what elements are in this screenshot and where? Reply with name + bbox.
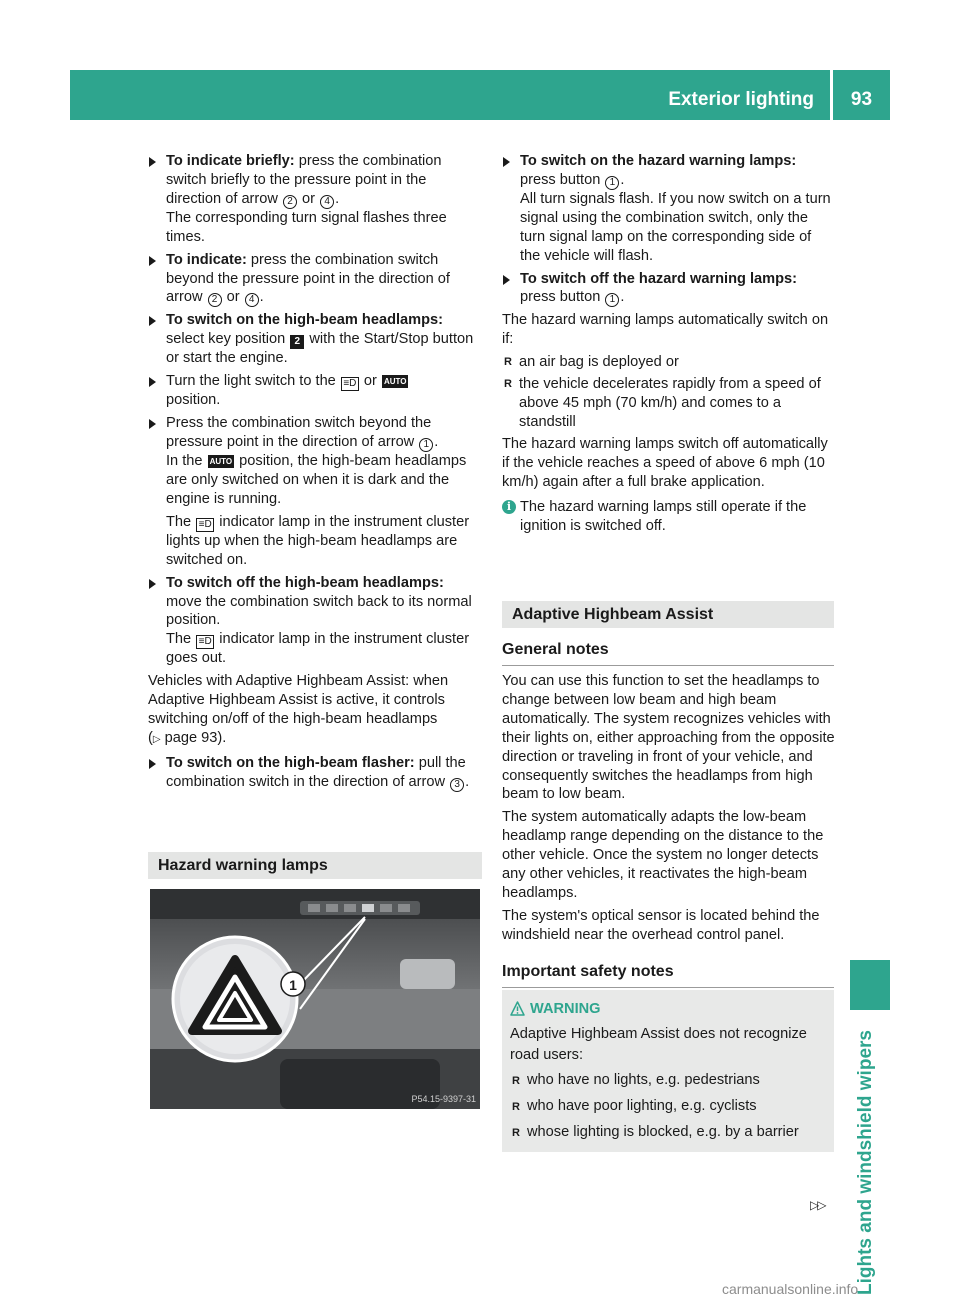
step-text: . [335,190,340,207]
auto-icon: AUTO [209,457,233,467]
info-text: The hazard warning lamps still operate if the ignition is switched off. [520,498,807,534]
key-position-icon: 2 [290,335,304,349]
step-text: . [620,289,625,306]
step-text: press the combination switch beyond the pressure point in the direction of arrow [166,251,450,306]
heading-general-notes: General notes [502,641,609,658]
step-lead: To switch on the hazard warning lamps: [520,153,797,169]
step-text: press button [520,289,605,306]
warning-heading [510,1000,826,1018]
step-text: indicator lamp in the instrument cluster lights up when the high-beam headlamps are switched on. [166,513,470,568]
hazard-button-photo [150,889,480,1109]
step-result: All turn signals flash. If you now switch on a turn signal using the combination switch, only the turn signal lamp on the corresponding side of the vehicle will flash. [520,190,831,264]
step-lead: To switch on the high-beam headlamps: [166,312,444,329]
step-indicate [148,251,482,308]
paragraph-text: Vehicles with Adaptive Highbeam Assist: when Adaptive Highbeam Assist is active, it controls switching on/off of the high-beam headlamps [148,673,449,728]
auto-switch-paragraph: The hazard warning lamps automatically switch on if: [502,312,829,348]
auto-off-paragraph: The hazard warning lamps switch off automatically if the vehicle reaches a speed of above 6 mph (10 km/h) again after a full brake application. [502,435,828,490]
chapter-label [848,1030,888,1302]
step-high-beam-off [148,574,482,669]
photo-code: P54.15-9397-31 [411,1094,476,1104]
section-adaptive-highbeam-assist: Adaptive Highbeam Assist [502,601,834,628]
photo-illustration [150,889,480,1109]
step-text: . [259,289,264,306]
step-result: The corresponding turn signal flashes three times. [166,209,447,245]
step-text: In the [166,453,207,470]
info-note [502,498,834,536]
photo-callout-1: 1 [289,977,297,993]
step-text: Turn the light switch to the [166,373,340,390]
auto-icon: AUTO [383,377,407,387]
list-item: R who have no lights, e.g. pedestrians [510,1070,826,1091]
step-indicate-briefly [148,152,482,247]
callout-4: 4 [320,195,334,209]
general-notes-body [502,672,836,949]
left-column [148,152,482,796]
callout-4: 4 [245,293,259,307]
info-icon: i [502,500,516,514]
page-number: 93 [850,89,873,110]
warning-text: Adaptive Highbeam Assist does not recognize road users: [510,1026,807,1063]
warning-label: WARNING [530,1001,601,1017]
step-text: . [465,773,470,790]
callout-2: 2 [283,195,297,209]
page-ref-arrow-icon: ▷ [152,733,161,745]
paragraph: The system automatically adapts the low-beam headlamp range depending on the distance to the other vehicle. Once the system no longer detects any other vehicles, it reactivates the high-beam headlamps. [502,809,824,901]
page-ref-link[interactable]: page 93). [160,729,227,746]
step-text: Press the combination switch beyond the pressure point in the direction of arrow [166,415,432,451]
callout-1: 1 [605,176,619,190]
callout-2: 2 [208,293,222,307]
section-hazard-warning-lamps: Hazard warning lamps [148,852,482,879]
step-text: position. [166,392,221,409]
callout-1: 1 [419,438,433,452]
step-high-beam-on [148,311,482,368]
step-lead: To indicate briefly: [166,153,295,169]
step-text: . [434,434,439,451]
step-text: position, the high-beam headlamps are only switched on when it is dark and the engine is running. [166,453,467,507]
step-press-switch [148,414,482,569]
step-hazard-off [502,270,834,308]
step-text: or [359,373,381,390]
chapter-label-text: Lights and windshield wipers [855,1030,876,1295]
paragraph: The system's optical sensor is located behind the windshield near the overhead control panel. [502,907,820,943]
step-high-beam-flasher [148,754,482,792]
list-item: R whose lighting is blocked, e.g. by a barrier [510,1122,826,1143]
step-note [166,513,482,570]
step-text: press the combination switch briefly to the pressure point in the direction of arrow [166,153,442,207]
paragraph: You can use this function to set the headlamps to change between low beam and high beam automatically. The system recognizes vehicles with their lights on, either approaching from the opposite direction or traveling in front of your vehicle, and consequently switches the headlamps from high beam to low beam. [502,673,835,803]
step-text: or [298,190,320,207]
step-text: pull the combination switch in the direction of arrow [166,754,466,790]
step-lead: To switch on the high-beam flasher: [166,754,415,771]
step-text: move the combination switch back to its normal position. [166,593,472,629]
step-text: press button [520,171,605,188]
list-item: R an air bag is deployed or [502,353,834,372]
step-text: or [222,289,244,306]
step-text: with the Start/Stop button or start the engine. [166,331,474,367]
divider [502,665,834,666]
divider [502,987,834,988]
right-column [502,152,834,535]
high-beam-icon: ≡D [196,635,214,649]
paragraph-text: ( [148,729,153,746]
heading-important-safety-notes: Important safety notes [502,963,674,980]
callout-3: 3 [450,778,464,792]
adaptive-paragraph [148,672,482,750]
high-beam-icon: ≡D [196,518,214,532]
step-text: The [166,513,196,530]
continue-arrows-icon: ▷▷ [810,1198,825,1212]
warning-triangle-icon [510,1001,525,1016]
step-text: The [166,631,196,648]
callout-1: 1 [605,293,619,307]
step-text: . [620,171,625,188]
list-item: R the vehicle decelerates rapidly from a speed of above 45 mph (70 km/h) and comes to a standstill [502,375,834,432]
step-lead: To switch off the hazard warning lamps: [520,270,798,287]
step-hazard-on [502,152,834,266]
list-item: R who have poor lighting, e.g. cyclists [510,1096,826,1117]
step-lead: To switch off the high-beam headlamps: [166,574,444,591]
step-text: select key position [166,331,290,348]
step-light-switch [148,372,482,410]
header-title: Exterior lighting [668,89,814,110]
low-beam-icon: ≡D [341,377,359,391]
warning-box [502,990,834,1152]
step-text: indicator lamp in the instrument cluster goes out. [166,631,470,667]
watermark: carmanualsonline.info [722,1281,859,1297]
chapter-tab [850,960,890,1010]
step-lead: To indicate: [166,251,247,268]
